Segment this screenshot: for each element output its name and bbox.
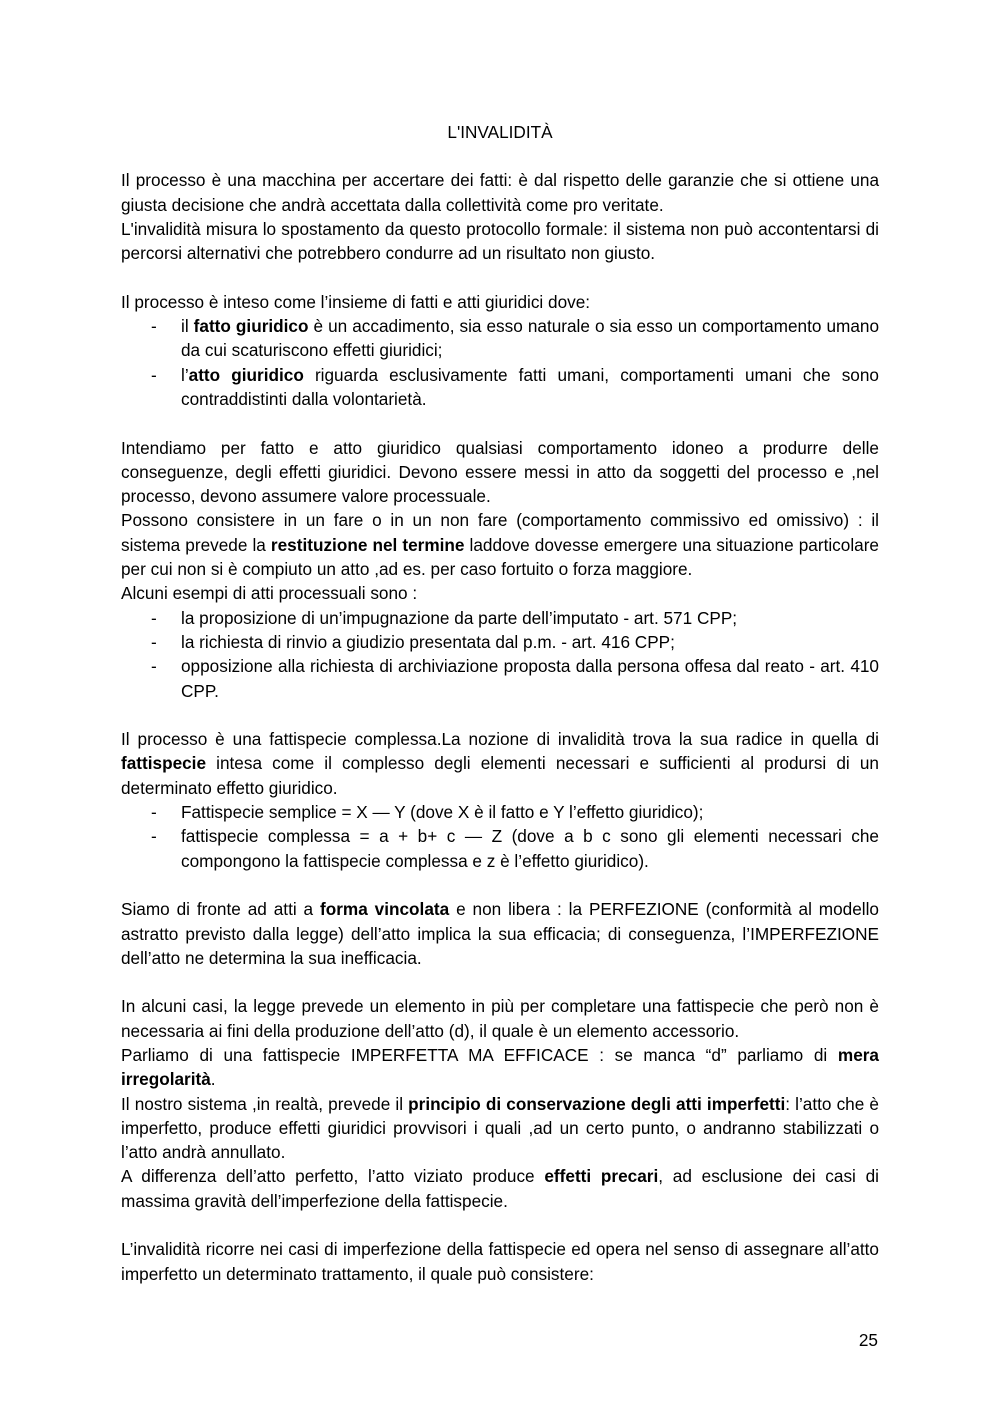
- dash-bullet-icon: -: [151, 364, 157, 385]
- text-run: il: [181, 316, 194, 337]
- paragraph: [121, 1237, 879, 1286]
- paragraph: [121, 897, 879, 970]
- dash-bullet-icon: -: [151, 631, 157, 652]
- text-run: laddove dovesse emergere una situazione particolare per cui non si è compiuto un atto ,ad es. per caso fortuito o forza maggiore.: [121, 534, 879, 580]
- bold-text: restituzione nel termine: [270, 534, 465, 555]
- text-run: , ad esclusione dei casi di massima gravità dell’imperfezione della fattispecie.: [121, 1166, 879, 1211]
- list-item: [121, 630, 879, 654]
- list-item: [121, 606, 879, 630]
- text-run: e non libera : la PERFEZIONE (conformità al modello astratto previsto dalla legge) dell’atto implica la sua efficacia; di conseguenza, l’IMPERFEZIONE dell’atto ne determina la sua inefficacia.: [121, 899, 879, 968]
- page-number: 25: [858, 1330, 878, 1350]
- text-run: Il processo è una macchina per accertare dei fatti: è dal rispetto delle garanzie che si ottiene una giusta decisione che andrà accettata dalla collettività come pro veritate.: [121, 170, 879, 215]
- text-run: intesa come il complesso degli elementi necessari e sufficienti al prodursi di un determinato effetto giuridico.: [121, 753, 879, 798]
- text-run: Alcuni esempi di atti processuali sono :: [121, 583, 418, 604]
- text-run: Il processo è una fattispecie complessa.La nozione di invalidità trova la sua radice in quella di: [121, 729, 879, 750]
- paragraph: [121, 217, 879, 266]
- bold-text: effetti precari: [544, 1166, 659, 1187]
- text-run: Parliamo di una fattispecie IMPERFETTA MA EFFICACE : se manca “d” parliamo di: [121, 1044, 838, 1065]
- list-item: [121, 800, 879, 824]
- dash-bullet-icon: -: [151, 316, 157, 337]
- list-item: [121, 363, 879, 412]
- text-run: Il nostro sistema ,in realtà, prevede il: [121, 1093, 409, 1114]
- text-run: .: [210, 1069, 216, 1090]
- text-run: L’invalidità ricorre nei casi di imperfezione della fattispecie ed opera nel senso di assegnare all’atto imperfetto un determinato trattamento, il quale può consistere:: [121, 1239, 879, 1284]
- text-run: la proposizione di un’impugnazione da parte dell’imputato - art. 571 CPP;: [181, 607, 738, 628]
- text-run: è un accadimento, sia esso naturale o sia esso un comportamento umano da cui scaturiscono effetti giuridici;: [181, 316, 880, 361]
- paragraph: [121, 1164, 879, 1213]
- paragraph: [121, 436, 879, 509]
- text-run: riguarda esclusivamente fatti umani, comportamenti umani che sono contraddistinti dalla volontarietà.: [181, 364, 879, 409]
- bold-text: atto giuridico: [188, 364, 304, 385]
- text-run: Intendiamo per fatto e atto giuridico qualsiasi comportamento idoneo a produrre delle conseguenze, degli effetti giuridici. Devono essere messi in atto da soggetti del processo e ,nel processo, devono assumere valore processuale.: [121, 437, 879, 507]
- text-run: l’: [181, 364, 189, 385]
- dash-bullet-icon: -: [151, 826, 157, 847]
- text-run: opposizione alla richiesta di archiviazione proposta dalla persona offesa dal reato - art. 410 CPP.: [181, 656, 879, 701]
- bold-text: fattispecie: [121, 753, 207, 774]
- text-run: Fattispecie semplice = X — Y (dove X è il fatto e Y l’effetto giuridico);: [181, 802, 704, 823]
- list-item: [121, 314, 879, 363]
- dash-bullet-icon: -: [151, 607, 157, 628]
- text-run: In alcuni casi, la legge prevede un elemento in più per completare una fattispecie che però non è necessaria ai fini della produzione dell’atto (d), il quale è un elemento accessorio.: [121, 996, 879, 1041]
- paragraph: [121, 581, 879, 605]
- paragraph: [121, 1043, 879, 1092]
- text-run: Il processo è inteso come l’insieme di fatti e atti giuridici dove:: [121, 291, 591, 312]
- text-run: : l’atto che è imperfetto, produce effetti giuridici provvisori i quali ,ad un certo punto, o andranno stabilizzati o l’atto andrà annullato.: [121, 1093, 879, 1163]
- paragraph: [121, 1092, 879, 1165]
- bold-text: forma vincolata: [320, 899, 450, 920]
- list-item: [121, 824, 879, 873]
- bold-text: mera irregolarità: [121, 1044, 879, 1090]
- paragraph: [121, 994, 879, 1043]
- dash-bullet-icon: -: [151, 656, 157, 677]
- text-run: Possono consistere in un fare o in un non fare (comportamento commissivo ed omissivo) : il sistema prevede la: [121, 510, 879, 555]
- document-page: [121, 120, 879, 1286]
- bold-text: fatto giuridico: [193, 316, 309, 337]
- text-run: L'invalidità misura lo spostamento da questo protocollo formale: il sistema non può accontentarsi di percorsi alternativi che potrebbero condurre ad un risultato non giusto.: [121, 218, 879, 264]
- list-item: [121, 654, 879, 703]
- paragraph: [121, 290, 879, 314]
- bold-text: principio di conservazione degli atti imperfetti: [408, 1093, 786, 1114]
- dash-bullet-icon: -: [151, 802, 157, 823]
- document-title: L'INVALIDITÀ: [447, 122, 553, 142]
- bullet-list: [121, 314, 879, 411]
- text-run: fattispecie complessa = a + b+ c — Z (dove a b c sono gli elementi necessari che compongono la fattispecie complessa e z è l’effetto giuridico).: [181, 826, 879, 871]
- text-run: A differenza dell’atto perfetto, l’atto viziato produce: [121, 1166, 545, 1187]
- paragraph: [121, 168, 879, 217]
- paragraph: [121, 727, 879, 800]
- bullet-list: [121, 800, 879, 873]
- paragraph: [121, 508, 879, 581]
- text-run: Siamo di fronte ad atti a: [121, 899, 321, 920]
- text-run: la richiesta di rinvio a giudizio presentata dal p.m. - art. 416 CPP;: [181, 631, 675, 652]
- bullet-list: [121, 606, 879, 703]
